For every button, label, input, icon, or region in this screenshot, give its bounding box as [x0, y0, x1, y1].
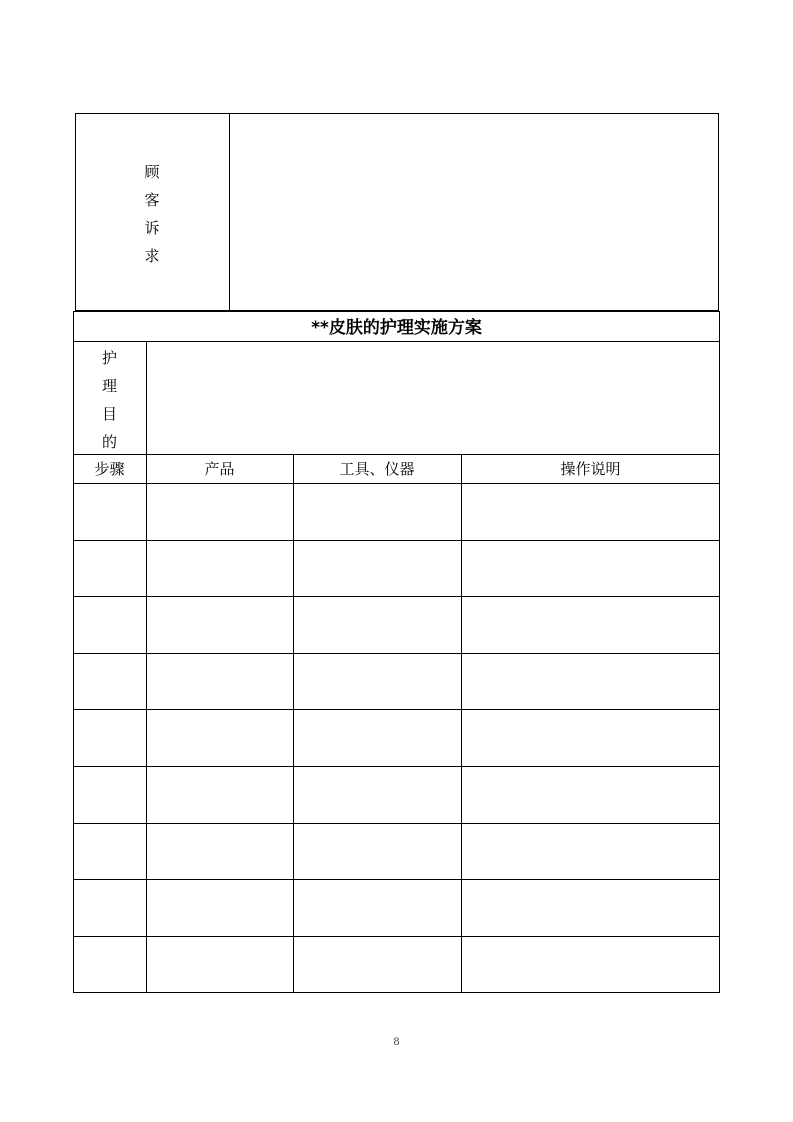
purpose-label-char: 目 — [101, 405, 117, 423]
table-cell-tools[interactable] — [294, 654, 460, 709]
table-cell-step[interactable] — [74, 880, 145, 935]
table-cell-step[interactable] — [74, 484, 145, 539]
table-cell-product[interactable] — [147, 654, 292, 709]
table-cell-tools[interactable] — [294, 484, 460, 539]
table-cell-step[interactable] — [74, 767, 145, 822]
table-cell-instructions[interactable] — [462, 484, 719, 539]
table-cell-instructions[interactable] — [462, 880, 719, 935]
page-number: 8 — [393, 1034, 400, 1048]
complaint-content-cell[interactable] — [230, 114, 718, 310]
table-cell-instructions[interactable] — [462, 541, 719, 596]
table-cell-step[interactable] — [74, 937, 145, 992]
table-cell-step[interactable] — [74, 824, 145, 879]
table-cell-tools[interactable] — [294, 880, 460, 935]
header-tools: 工具、仪器 — [339, 460, 415, 478]
table-cell-product[interactable] — [147, 824, 292, 879]
purpose-content-cell[interactable] — [147, 342, 719, 453]
table-cell-product[interactable] — [147, 710, 292, 765]
table-cell-tools[interactable] — [294, 541, 460, 596]
table-cell-step[interactable] — [74, 597, 145, 652]
purpose-label-char: 的 — [101, 433, 117, 451]
table-cell-step[interactable] — [74, 710, 145, 765]
table-cell-product[interactable] — [147, 484, 292, 539]
table-cell-step[interactable] — [74, 654, 145, 709]
complaint-label-char: 诉 — [144, 219, 160, 237]
header-instructions: 操作说明 — [560, 460, 621, 478]
table-cell-instructions[interactable] — [462, 597, 719, 652]
complaint-label-char: 求 — [144, 247, 160, 265]
header-product: 产品 — [204, 460, 235, 478]
table-cell-product[interactable] — [147, 880, 292, 935]
table-cell-instructions[interactable] — [462, 710, 719, 765]
table-cell-product[interactable] — [147, 597, 292, 652]
purpose-label — [73, 344, 146, 456]
table-cell-instructions[interactable] — [462, 654, 719, 709]
table-cell-tools[interactable] — [294, 710, 460, 765]
table-cell-tools[interactable] — [294, 824, 460, 879]
header-step: 步骤 — [94, 460, 125, 478]
table-cell-product[interactable] — [147, 767, 292, 822]
table-cell-instructions[interactable] — [462, 767, 719, 822]
table-cell-tools[interactable] — [294, 937, 460, 992]
table-cell-product[interactable] — [147, 541, 292, 596]
complaint-label — [75, 158, 229, 270]
table-cell-instructions[interactable] — [462, 824, 719, 879]
purpose-label-char: 理 — [101, 377, 117, 395]
table-cell-step[interactable] — [74, 541, 145, 596]
plan-title: **皮肤的护理实施方案 — [311, 318, 482, 338]
complaint-label-char: 顾 — [144, 163, 160, 181]
table-cell-tools[interactable] — [294, 767, 460, 822]
purpose-label-char: 护 — [101, 349, 117, 367]
table-cell-product[interactable] — [147, 937, 292, 992]
table-cell-tools[interactable] — [294, 597, 460, 652]
table-cell-instructions[interactable] — [462, 937, 719, 992]
complaint-label-char: 客 — [144, 191, 160, 209]
